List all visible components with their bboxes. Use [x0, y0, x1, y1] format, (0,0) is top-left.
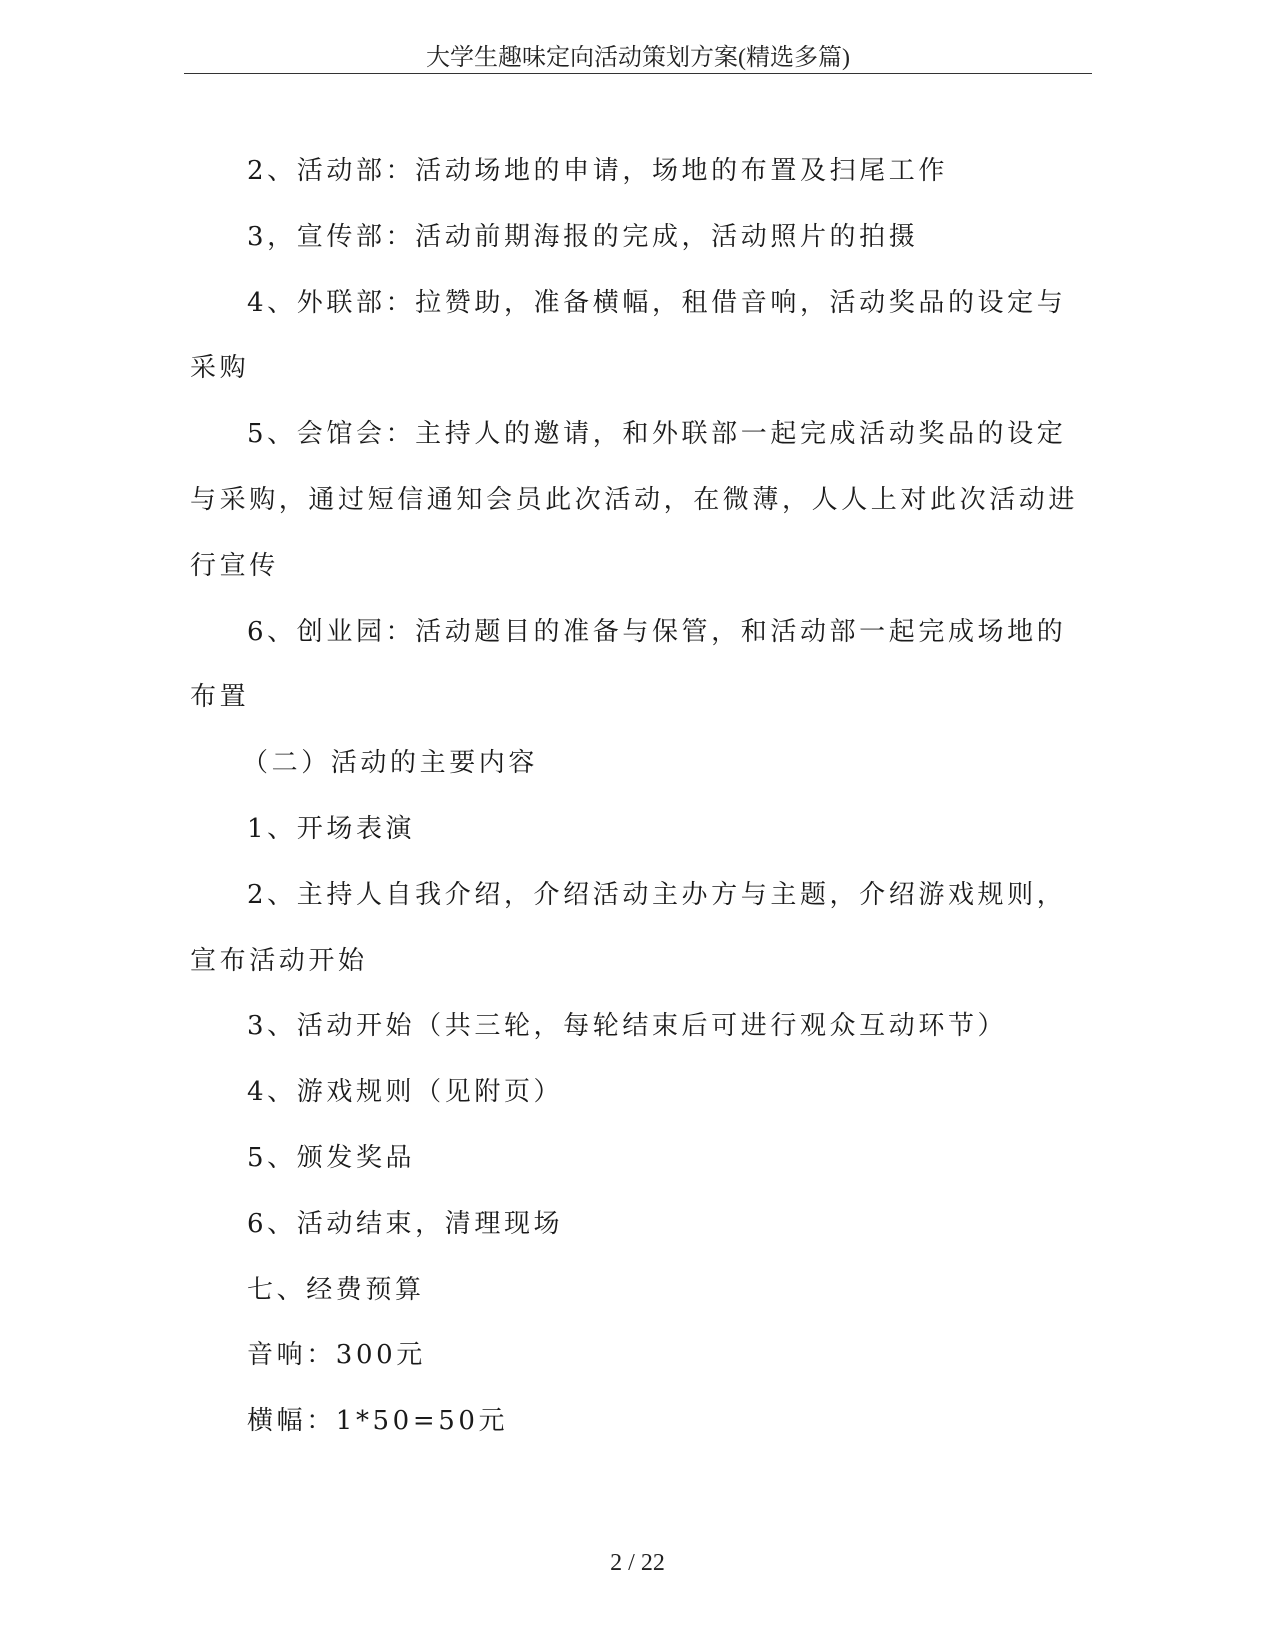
list-item-host-intro: 2、主持人自我介绍，介绍活动主办方与主题，介绍游戏规则，宣布活动开始	[190, 879, 1067, 976]
paragraph-startup-park: 6、创业园：活动题目的准备与保管，和活动部一起完成场地的布置	[190, 616, 1067, 713]
budget-item-banner: 横幅：1*50=50元	[247, 1406, 509, 1437]
paragraph-publicity-dept: 3，宣传部：活动前期海报的完成，活动照片的拍摄	[247, 221, 919, 252]
document-body	[190, 139, 1086, 1455]
list-item-awards: 5、颁发奖品	[247, 1142, 416, 1173]
paragraph-external-dept: 4、外联部：拉赞助，准备横幅，租借音响，活动奖品的设定与采购	[190, 287, 1067, 384]
page-header-title: 大学生趣味定向活动策划方案(精选多篇)	[426, 45, 850, 71]
list-item-activity-end: 6、活动结束，清理现场	[247, 1208, 564, 1239]
page-number: 2 / 22	[610, 1550, 665, 1576]
paragraph-activity-dept: 2、活动部：活动场地的申请，场地的布置及扫尾工作	[247, 156, 948, 186]
section-heading-budget: 七、经费预算	[247, 1274, 425, 1305]
list-item-activity-start: 3、活动开始（共三轮，每轮结束后可进行观众互动环节）	[247, 1011, 1008, 1042]
list-item-game-rules: 4、游戏规则（见附页）	[247, 1077, 564, 1108]
list-item-opening: 1、开场表演	[247, 813, 416, 844]
paragraph-member-club: 5、会馆会：主持人的邀请，和外联部一起完成活动奖品的设定与采购，通过短信通知会员此次活动，在微薄，人人上对此次活动进行宣传	[190, 419, 1079, 581]
budget-item-audio: 音响：300元	[247, 1340, 426, 1371]
section-heading-main-content: （二）活动的主要内容	[242, 748, 539, 779]
header-divider	[184, 73, 1092, 74]
